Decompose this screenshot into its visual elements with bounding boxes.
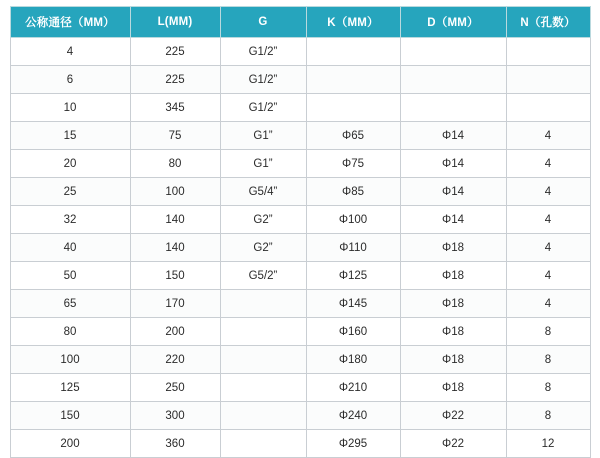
cell-k: Φ295 <box>306 430 400 458</box>
cell-k: Φ75 <box>306 150 400 178</box>
cell-nominal-diameter: 15 <box>10 122 130 150</box>
table-row <box>10 150 590 178</box>
cell-n <box>506 66 590 94</box>
table-row <box>10 430 590 458</box>
column-header-n: N（孔数） <box>506 7 590 38</box>
cell-nominal-diameter: 150 <box>10 402 130 430</box>
cell-k: Φ180 <box>306 346 400 374</box>
cell-n: 4 <box>506 290 590 318</box>
cell-n: 4 <box>506 262 590 290</box>
cell-d: Φ18 <box>400 318 506 346</box>
cell-l: 220 <box>130 346 220 374</box>
cell-nominal-diameter: 40 <box>10 234 130 262</box>
table-row <box>10 38 590 66</box>
cell-d: Φ18 <box>400 346 506 374</box>
cell-g: G1” <box>220 150 306 178</box>
cell-k: Φ125 <box>306 262 400 290</box>
cell-g <box>220 402 306 430</box>
cell-d: Φ22 <box>400 402 506 430</box>
cell-nominal-diameter: 100 <box>10 346 130 374</box>
cell-n: 4 <box>506 206 590 234</box>
cell-k: Φ65 <box>306 122 400 150</box>
cell-d <box>400 94 506 122</box>
cell-d: Φ18 <box>400 234 506 262</box>
cell-nominal-diameter: 65 <box>10 290 130 318</box>
cell-l: 150 <box>130 262 220 290</box>
cell-nominal-diameter: 200 <box>10 430 130 458</box>
cell-g: G1” <box>220 122 306 150</box>
table-row <box>10 66 590 94</box>
cell-g <box>220 430 306 458</box>
cell-l: 140 <box>130 234 220 262</box>
cell-d: Φ14 <box>400 122 506 150</box>
column-header-k: K（MM） <box>306 7 400 38</box>
table-row <box>10 94 590 122</box>
cell-g <box>220 318 306 346</box>
cell-g: G1/2” <box>220 38 306 66</box>
table-row <box>10 178 590 206</box>
table-row <box>10 262 590 290</box>
cell-g: G5/2” <box>220 262 306 290</box>
cell-g: G1/2” <box>220 66 306 94</box>
table-row <box>10 402 590 430</box>
cell-l: 345 <box>130 94 220 122</box>
cell-g <box>220 346 306 374</box>
cell-n: 8 <box>506 374 590 402</box>
cell-g: G2” <box>220 206 306 234</box>
cell-g: G1/2” <box>220 94 306 122</box>
column-header-l: L(MM) <box>130 7 220 38</box>
cell-d: Φ18 <box>400 290 506 318</box>
cell-n: 4 <box>506 178 590 206</box>
cell-k: Φ100 <box>306 206 400 234</box>
cell-k: Φ85 <box>306 178 400 206</box>
cell-l: 360 <box>130 430 220 458</box>
cell-n <box>506 94 590 122</box>
cell-n: 4 <box>506 234 590 262</box>
table-row <box>10 318 590 346</box>
cell-nominal-diameter: 4 <box>10 38 130 66</box>
cell-d <box>400 66 506 94</box>
cell-d: Φ14 <box>400 150 506 178</box>
cell-l: 200 <box>130 318 220 346</box>
cell-nominal-diameter: 6 <box>10 66 130 94</box>
cell-d: Φ18 <box>400 262 506 290</box>
table-row <box>10 122 590 150</box>
cell-n: 8 <box>506 346 590 374</box>
table-body <box>10 38 590 458</box>
cell-n: 8 <box>506 402 590 430</box>
cell-l: 225 <box>130 66 220 94</box>
cell-g <box>220 290 306 318</box>
cell-k: Φ240 <box>306 402 400 430</box>
cell-k <box>306 66 400 94</box>
cell-k: Φ145 <box>306 290 400 318</box>
cell-d <box>400 38 506 66</box>
table-row <box>10 346 590 374</box>
table-row <box>10 206 590 234</box>
specification-table <box>10 6 591 458</box>
cell-n: 4 <box>506 122 590 150</box>
cell-d: Φ18 <box>400 374 506 402</box>
cell-l: 300 <box>130 402 220 430</box>
cell-n: 12 <box>506 430 590 458</box>
cell-g <box>220 374 306 402</box>
cell-k: Φ210 <box>306 374 400 402</box>
cell-l: 250 <box>130 374 220 402</box>
column-header-g: G <box>220 7 306 38</box>
cell-l: 225 <box>130 38 220 66</box>
cell-l: 140 <box>130 206 220 234</box>
cell-nominal-diameter: 80 <box>10 318 130 346</box>
cell-l: 170 <box>130 290 220 318</box>
cell-d: Φ14 <box>400 178 506 206</box>
cell-nominal-diameter: 32 <box>10 206 130 234</box>
cell-g: G5/4” <box>220 178 306 206</box>
cell-nominal-diameter: 10 <box>10 94 130 122</box>
cell-k <box>306 94 400 122</box>
cell-l: 80 <box>130 150 220 178</box>
table-header <box>10 7 590 38</box>
cell-n <box>506 38 590 66</box>
column-header-nominal-diameter: 公称通径（MM） <box>10 7 130 38</box>
cell-k: Φ110 <box>306 234 400 262</box>
cell-k: Φ160 <box>306 318 400 346</box>
table-row <box>10 374 590 402</box>
cell-nominal-diameter: 50 <box>10 262 130 290</box>
cell-d: Φ14 <box>400 206 506 234</box>
cell-n: 8 <box>506 318 590 346</box>
cell-n: 4 <box>506 150 590 178</box>
column-header-d: D（MM） <box>400 7 506 38</box>
cell-l: 100 <box>130 178 220 206</box>
cell-k <box>306 38 400 66</box>
table-header-row <box>10 7 590 38</box>
cell-nominal-diameter: 125 <box>10 374 130 402</box>
table-row <box>10 234 590 262</box>
cell-d: Φ22 <box>400 430 506 458</box>
cell-nominal-diameter: 20 <box>10 150 130 178</box>
table-row <box>10 290 590 318</box>
cell-l: 75 <box>130 122 220 150</box>
cell-g: G2” <box>220 234 306 262</box>
cell-nominal-diameter: 25 <box>10 178 130 206</box>
